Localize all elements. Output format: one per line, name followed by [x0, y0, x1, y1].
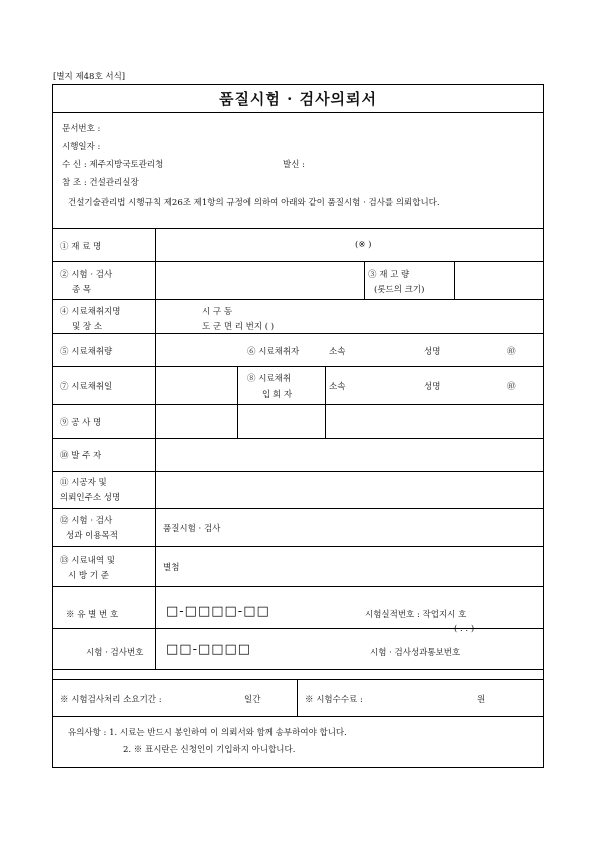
recipient-field — [62, 158, 163, 170]
intro-text: 건설기술관리법 시행규칙 제26조 제1항의 규정에 의하여 아래와 같이 품질시험 · 검사를 의뢰합니다. — [68, 198, 440, 208]
seal-mark: ㊞ — [507, 347, 516, 357]
sample-details-value: 별첨 — [163, 563, 180, 573]
witness-label: ⑧ 시료채취 — [247, 374, 292, 384]
client-label: ⑩ 발 주 자 — [60, 451, 102, 461]
notes-line-1: 유의사항 : 1. 시료는 반드시 봉인하여 이 의뢰서와 함께 송부하여야 합니다. — [68, 728, 347, 738]
record-number-paren: ( . . ) — [454, 624, 475, 634]
sampler-label: ⑥ 시료채취자 — [247, 347, 300, 357]
lot-size-label: (롯드의 크기) — [374, 285, 425, 295]
sample-quantity-label: ⑤ 시료채취량 — [60, 347, 113, 357]
test-number-boxes[interactable]: □□-□□□□ — [166, 642, 252, 657]
witness-affiliation: 소속 — [329, 382, 346, 392]
fee-label: ※ 시험수수료 : — [305, 695, 363, 705]
seal-mark-2: ㊞ — [507, 382, 516, 392]
test-type-label: ② 시험 · 검사 — [60, 270, 113, 280]
sampling-place-label: ④ 시료채취지명 — [60, 307, 121, 317]
unique-number-label: ※ 유 별 번 호 — [66, 610, 119, 620]
unique-number-boxes-wrap — [166, 604, 270, 619]
record-number-label: 시험실적번호 : 작업지시 호 — [365, 610, 467, 620]
duration-label: ※ 시험검사처리 소요기간 : — [60, 695, 162, 705]
contractor-label: ⑪ 시공자 및 — [60, 478, 107, 488]
contractor-label-2: 의뢰인주소 성명 — [60, 493, 121, 503]
sampling-date-label: ⑦ 시료채취일 — [60, 382, 113, 392]
sample-details-label: ⑬ 시료내역 및 — [60, 556, 115, 566]
material-name-note: (※ ) — [355, 240, 372, 250]
project-name-label: ⑨ 공 사 명 — [60, 418, 102, 428]
sampling-address-line-1: 시 구 동 — [202, 307, 233, 317]
cc-value: 건설관리실장 — [89, 178, 139, 188]
processing-info — [52, 679, 544, 717]
request-form — [52, 84, 544, 768]
sampling-address-line-2: 도 군 면 리 번지 ( ) — [202, 322, 275, 332]
witness-label-2: 입 회 자 — [262, 390, 293, 400]
cc-field — [62, 176, 139, 188]
duration-unit: 일간 — [244, 695, 261, 705]
notes-line-2: 2. ※ 표시란은 신청인이 기입하지 아니합니다. — [123, 745, 296, 755]
test-number-label: 시험 · 검사번호 — [86, 648, 144, 658]
form-number-label: [별지 제48호 서식] — [53, 72, 126, 82]
unique-number-boxes[interactable]: □-□□□□-□□ — [166, 604, 270, 619]
sampler-name: 성명 — [424, 347, 441, 357]
issue-date-field[interactable]: 시행일자 : — [62, 142, 101, 152]
recipient-value: 제주지방국토관리청 — [89, 160, 164, 170]
doc-number-field[interactable]: 문서번호 : — [62, 124, 101, 134]
stock-amount-label: ③ 재 고 량 — [368, 270, 410, 280]
purpose-label: ⑫ 시험 · 검사 — [60, 516, 113, 526]
purpose-value: 품질시험 · 검사 — [163, 524, 221, 534]
recipient-label: 수 신 : — [62, 160, 87, 170]
fee-unit: 원 — [477, 695, 486, 705]
material-name-label: ① 재 료 명 — [60, 242, 102, 252]
sender-field[interactable]: 발신 : — [283, 160, 305, 170]
sampler-affiliation: 소속 — [329, 347, 346, 357]
cc-label: 참 조 : — [62, 178, 87, 188]
test-number-boxes-wrap — [166, 642, 251, 657]
purpose-label-2: 성과 이용목적 — [66, 531, 118, 541]
sampling-place-label-2: 및 장 소 — [72, 322, 103, 332]
test-type-label-2: 종 목 — [72, 285, 92, 295]
form-title: 품질시험 · 검사의뢰서 — [53, 85, 543, 113]
sample-details-label-2: 시 방 기 준 — [68, 571, 109, 581]
request-table — [52, 228, 544, 669]
witness-name: 성명 — [424, 382, 441, 392]
result-notice-label: 시험 · 검사성과통보번호 — [370, 648, 461, 658]
